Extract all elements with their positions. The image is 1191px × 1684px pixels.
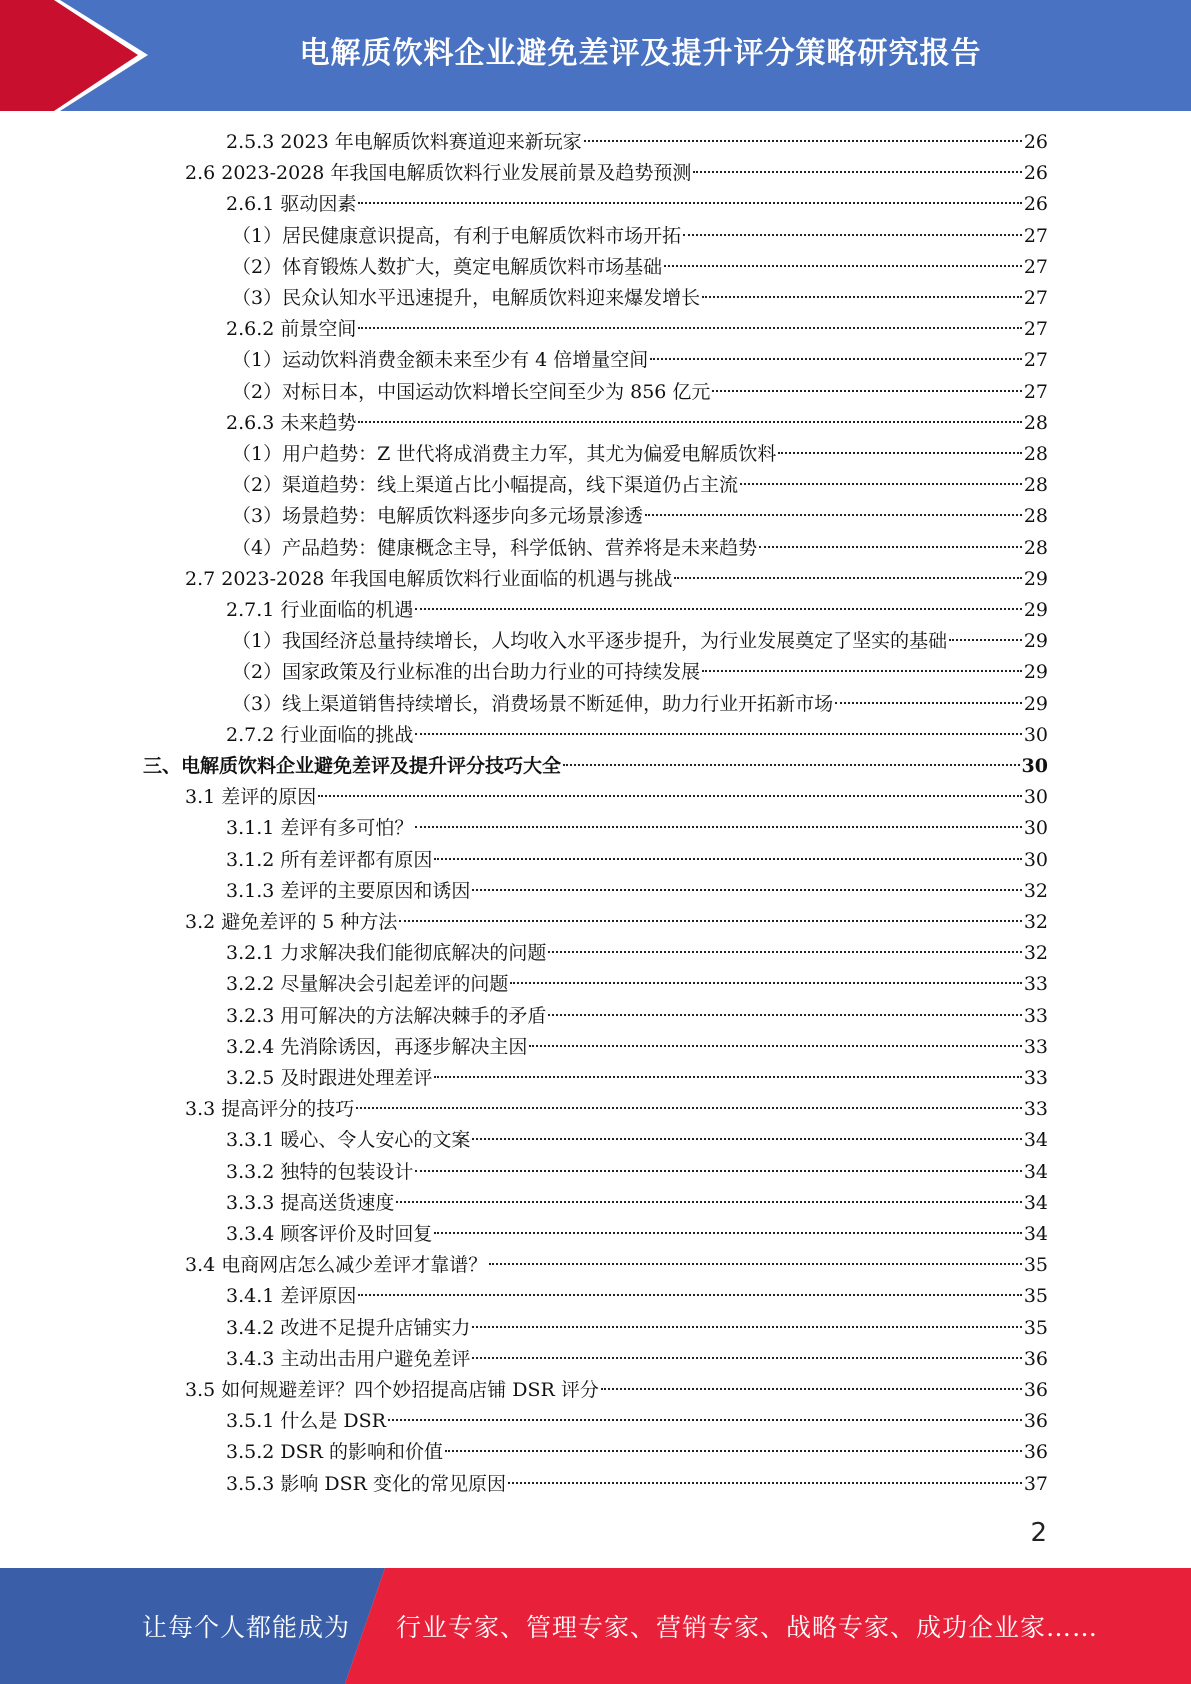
toc-entry[interactable] bbox=[232, 439, 1048, 470]
toc-entry-title: 3.1.3 差评的主要原因和诱因 bbox=[226, 879, 471, 902]
toc-entry-title: 3.1 差评的原因 bbox=[185, 786, 317, 809]
toc-entry[interactable] bbox=[226, 1344, 1048, 1375]
toc-entry-page: 28 bbox=[1023, 474, 1048, 497]
toc-entry[interactable] bbox=[226, 1406, 1048, 1437]
toc-entry-page: 27 bbox=[1023, 318, 1048, 341]
toc-leader-dots bbox=[529, 1045, 1021, 1047]
toc-entry[interactable] bbox=[232, 345, 1048, 376]
toc-leader-dots bbox=[645, 514, 1022, 516]
toc-entry-title: （3）民众认知水平迅速提升，电解质饮料迎来爆发增长 bbox=[232, 287, 701, 309]
toc-leader-dots bbox=[358, 421, 1021, 423]
toc-entry[interactable] bbox=[226, 1469, 1048, 1500]
toc-entry[interactable] bbox=[226, 969, 1048, 1000]
toc-entry[interactable] bbox=[232, 283, 1048, 314]
toc-leader-dots bbox=[548, 1014, 1021, 1016]
toc-entry-title: 3.2.1 力求解决我们能彻底解决的问题 bbox=[226, 942, 547, 965]
toc-leader-dots bbox=[664, 265, 1022, 267]
toc-leader-dots bbox=[949, 639, 1022, 641]
toc-entry[interactable] bbox=[232, 252, 1048, 283]
toc-entry-title: 3.3.3 提高送货速度 bbox=[226, 1191, 395, 1214]
toc-entry[interactable] bbox=[226, 595, 1048, 626]
toc-entry[interactable] bbox=[226, 938, 1048, 969]
toc-entry[interactable] bbox=[226, 1313, 1048, 1344]
toc-entry-page: 36 bbox=[1023, 1441, 1048, 1464]
toc-leader-dots bbox=[508, 1482, 1022, 1484]
toc-entry[interactable] bbox=[226, 1001, 1048, 1032]
toc-entry-title: 2.6.1 驱动因素 bbox=[226, 193, 357, 216]
toc-leader-dots bbox=[318, 795, 1022, 797]
toc-entry-page: 32 bbox=[1023, 879, 1048, 902]
toc-entry-page: 34 bbox=[1023, 1129, 1048, 1152]
toc-leader-dots bbox=[445, 1450, 1022, 1452]
toc-entry-title: 3.4.1 差评原因 bbox=[226, 1285, 357, 1308]
toc-entry-page: 34 bbox=[1023, 1160, 1048, 1183]
toc-entry-title: 2.5.3 2023 年电解质饮料赛道迎来新玩家 bbox=[226, 131, 582, 153]
toc-entry-page: 28 bbox=[1023, 505, 1048, 528]
toc-entry-title: （4）产品趋势：健康概念主导，科学低钠、营养将是未来趋势 bbox=[232, 536, 758, 559]
toc-leader-dots bbox=[702, 296, 1022, 298]
toc-entry[interactable] bbox=[226, 720, 1048, 751]
toc-leader-dots bbox=[510, 982, 1021, 984]
toc-entry-title: （2）渠道趋势：线上渠道占比小幅提高，线下渠道仍占主流 bbox=[232, 474, 739, 497]
toc-entry-page: 35 bbox=[1023, 1285, 1048, 1308]
toc-entry-page: 29 bbox=[1023, 661, 1048, 684]
toc-entry-title: 2.7.2 行业面临的挑战 bbox=[226, 723, 414, 746]
toc-leader-dots bbox=[778, 452, 1021, 454]
toc-entry-title: （1）居民健康意识提高，有利于电解质饮料市场开拓 bbox=[232, 224, 682, 247]
toc-entry-page: 27 bbox=[1023, 380, 1048, 403]
toc-leader-dots bbox=[399, 920, 1021, 922]
toc-entry-page: 29 bbox=[1023, 567, 1048, 590]
toc-entry-page: 29 bbox=[1023, 630, 1048, 653]
toc-entry[interactable] bbox=[226, 1125, 1048, 1156]
toc-entry-page: 27 bbox=[1023, 287, 1048, 309]
toc-leader-dots bbox=[674, 577, 1021, 579]
toc-leader-dots bbox=[650, 358, 1022, 360]
toc-entry-page: 28 bbox=[1023, 411, 1048, 434]
footer-slogan-left: 让每个人都能成为 bbox=[142, 1613, 351, 1642]
toc-entry-page: 32 bbox=[1023, 911, 1048, 933]
toc-entry-title: 3.5.1 什么是 DSR bbox=[226, 1410, 386, 1433]
toc-entry-title: （2）对标日本，中国运动饮料增长空间至少为 856 亿元 bbox=[232, 380, 711, 403]
toc-entry-title: 3.2.5 及时跟进处理差评 bbox=[226, 1067, 433, 1089]
toc-entry-title: 2.6.2 前景空间 bbox=[226, 318, 357, 341]
toc-leader-dots bbox=[712, 390, 1021, 392]
toc-entry-title: （1）我国经济总量持续增长，人均收入水平逐步提升，为行业发展奠定了坚实的基础 bbox=[232, 630, 948, 653]
toc-leader-dots bbox=[415, 826, 1021, 828]
toc-leader-dots bbox=[683, 234, 1022, 236]
toc-entry-title: （3）线上渠道销售持续增长，消费场景不断延伸，助力行业开拓新市场 bbox=[232, 692, 834, 715]
toc-entry-page: 33 bbox=[1023, 1098, 1048, 1121]
toc-entry-title: （2）国家政策及行业标准的出台助力行业的可持续发展 bbox=[232, 661, 701, 684]
toc-entry[interactable] bbox=[226, 408, 1048, 439]
toc-entry-page: 32 bbox=[1023, 942, 1048, 965]
toc-entry[interactable] bbox=[226, 127, 1048, 158]
toc-entry-title: （1）运动饮料消费金额未来至少有 4 倍增量空间 bbox=[232, 349, 649, 372]
toc-entry-page: 37 bbox=[1023, 1472, 1048, 1495]
toc-leader-dots bbox=[740, 483, 1022, 485]
toc-entry[interactable] bbox=[226, 813, 1048, 844]
toc-leader-dots bbox=[434, 1076, 1021, 1078]
toc-leader-dots bbox=[358, 202, 1021, 204]
toc-entry-title: 3.5.2 DSR 的影响和价值 bbox=[226, 1441, 443, 1464]
toc-entry[interactable] bbox=[185, 1375, 1048, 1406]
toc-entry[interactable] bbox=[232, 626, 1048, 657]
toc-entry[interactable] bbox=[226, 845, 1048, 876]
toc-leader-dots bbox=[358, 327, 1021, 329]
toc-entry-title: 3.4.2 改进不足提升店铺实力 bbox=[226, 1316, 471, 1339]
toc-entry-page: 26 bbox=[1023, 193, 1048, 216]
toc-entry[interactable] bbox=[226, 1281, 1048, 1312]
toc-leader-dots bbox=[472, 1357, 1021, 1359]
toc-leader-dots bbox=[434, 1232, 1021, 1234]
toc-entry-page: 30 bbox=[1021, 755, 1048, 777]
toc-leader-dots bbox=[702, 670, 1022, 672]
toc-entry[interactable] bbox=[143, 751, 1048, 782]
toc-entry-title: 三、电解质饮料企业避免差评及提升评分技巧大全 bbox=[143, 755, 562, 777]
toc-leader-dots bbox=[489, 1263, 1022, 1265]
toc-leader-dots bbox=[415, 733, 1021, 735]
toc-entry-page: 26 bbox=[1023, 131, 1048, 153]
toc-entry[interactable] bbox=[185, 782, 1048, 813]
toc-entry-title: 2.7 2023-2028 年我国电解质饮料行业面临的机遇与挑战 bbox=[185, 567, 673, 590]
toc-entry-page: 33 bbox=[1023, 973, 1048, 996]
toc-entry-page: 30 bbox=[1023, 848, 1048, 871]
toc-entry-title: （2）体育锻炼人数扩大，奠定电解质饮料市场基础 bbox=[232, 255, 663, 278]
toc-entry-title: 2.6 2023-2028 年我国电解质饮料行业发展前景及趋势预测 bbox=[185, 162, 692, 185]
toc-entry[interactable] bbox=[226, 1032, 1048, 1063]
toc-entry-title: 3.3 提高评分的技巧 bbox=[185, 1098, 355, 1121]
toc-entry-page: 33 bbox=[1023, 1067, 1048, 1089]
toc-leader-dots bbox=[584, 140, 1022, 142]
toc-entry[interactable] bbox=[226, 189, 1048, 220]
toc-entry-title: 3.3.2 独特的包装设计 bbox=[226, 1160, 414, 1183]
toc-entry-page: 36 bbox=[1023, 1347, 1048, 1370]
toc-entry-title: 3.4 电商网店怎么减少差评才靠谱？ bbox=[185, 1254, 488, 1277]
toc-entry-page: 34 bbox=[1023, 1223, 1048, 1245]
toc-entry-title: 3.1.1 差评有多可怕？ bbox=[226, 817, 414, 840]
toc-entry-page: 30 bbox=[1023, 723, 1048, 746]
toc-entry-title: 3.5 如何规避差评？四个妙招提高店铺 DSR 评分 bbox=[185, 1379, 599, 1401]
toc-entry-title: 2.6.3 未来趋势 bbox=[226, 411, 357, 434]
toc-entry[interactable] bbox=[232, 657, 1048, 688]
toc-entry-title: 3.5.3 影响 DSR 变化的常见原因 bbox=[226, 1472, 507, 1495]
toc-entry[interactable] bbox=[232, 501, 1048, 532]
toc-entry-page: 36 bbox=[1023, 1379, 1048, 1401]
toc-entry-title: 3.2 避免差评的 5 种方法 bbox=[185, 911, 398, 933]
toc-entry-page: 28 bbox=[1023, 443, 1048, 465]
header-chevron-icon bbox=[0, 0, 160, 111]
toc-entry-title: （3）场景趋势：电解质饮料逐步向多元场景渗透 bbox=[232, 505, 644, 528]
toc-entry-title: 3.3.1 暖心、令人安心的文案 bbox=[226, 1129, 471, 1152]
toc-entry[interactable] bbox=[232, 470, 1048, 501]
toc-entry-page: 33 bbox=[1023, 1004, 1048, 1027]
toc-entry-title: 3.2.3 用可解决的方法解决棘手的矛盾 bbox=[226, 1004, 547, 1027]
toc-leader-dots bbox=[356, 1107, 1022, 1109]
toc-leader-dots bbox=[835, 702, 1022, 704]
footer-slogan-right: 行业专家、管理专家、营销专家、战略专家、成功企业家…… bbox=[396, 1613, 1099, 1642]
toc-leader-dots bbox=[396, 1201, 1021, 1203]
toc-entry[interactable] bbox=[232, 689, 1048, 720]
toc-entry[interactable] bbox=[185, 907, 1048, 938]
toc-entry[interactable] bbox=[185, 564, 1048, 595]
toc-entry-title: 3.4.3 主动出击用户避免差评 bbox=[226, 1347, 471, 1370]
toc-entry-page: 26 bbox=[1023, 162, 1048, 185]
toc-leader-dots bbox=[472, 889, 1021, 891]
toc-entry[interactable] bbox=[226, 876, 1048, 907]
toc-entry-title: 3.2.2 尽量解决会引起差评的问题 bbox=[226, 973, 509, 996]
toc-entry-page: 34 bbox=[1023, 1191, 1048, 1214]
toc-entry[interactable] bbox=[185, 1250, 1048, 1281]
toc-entry-page: 29 bbox=[1023, 692, 1048, 715]
toc-leader-dots bbox=[472, 1138, 1021, 1140]
toc-leader-dots bbox=[434, 858, 1021, 860]
report-title: 电解质饮料企业避免差评及提升评分策略研究报告 bbox=[299, 36, 982, 71]
toc-leader-dots bbox=[358, 1294, 1021, 1296]
toc-entry-title: （1）用户趋势：Z 世代将成消费主力军，其尤为偏爱电解质饮料 bbox=[232, 443, 777, 465]
toc-leader-dots bbox=[472, 1326, 1021, 1328]
page-number: 2 bbox=[1030, 1518, 1047, 1548]
toc-entry[interactable] bbox=[226, 1437, 1048, 1468]
toc-entry-page: 35 bbox=[1023, 1254, 1048, 1277]
toc-leader-dots bbox=[563, 764, 1020, 766]
toc-entry[interactable] bbox=[226, 1219, 1048, 1250]
toc-leader-dots bbox=[415, 1170, 1021, 1172]
toc-entry-title: 3.2.4 先消除诱因，再逐步解决主因 bbox=[226, 1035, 528, 1058]
toc-leader-dots bbox=[388, 1419, 1022, 1421]
toc-entry[interactable] bbox=[232, 533, 1048, 564]
toc-entry[interactable] bbox=[185, 158, 1048, 189]
page-header bbox=[0, 0, 1191, 111]
toc-entry-page: 33 bbox=[1023, 1035, 1048, 1058]
toc-entry-page: 30 bbox=[1023, 817, 1048, 840]
toc-entry-page: 36 bbox=[1023, 1410, 1048, 1433]
toc-entry[interactable] bbox=[226, 1188, 1048, 1219]
toc-entry-page: 29 bbox=[1023, 599, 1048, 621]
toc-entry[interactable] bbox=[226, 1157, 1048, 1188]
toc-entry-page: 27 bbox=[1023, 224, 1048, 247]
toc-entry-page: 35 bbox=[1023, 1316, 1048, 1339]
toc-entry-page: 30 bbox=[1023, 786, 1048, 809]
toc-leader-dots bbox=[759, 546, 1022, 548]
toc-entry-page: 28 bbox=[1023, 536, 1048, 559]
toc-entry[interactable] bbox=[226, 314, 1048, 345]
toc-entry[interactable] bbox=[226, 1063, 1048, 1094]
toc-leader-dots bbox=[415, 608, 1021, 610]
toc-entry[interactable] bbox=[232, 377, 1048, 408]
toc-entry-title: 3.1.2 所有差评都有原因 bbox=[226, 848, 433, 871]
toc-entry-title: 2.7.1 行业面临的机遇 bbox=[226, 599, 414, 621]
toc-leader-dots bbox=[548, 951, 1021, 953]
toc-entry-page: 27 bbox=[1023, 349, 1048, 372]
toc-entry-title: 3.3.4 顾客评价及时回复 bbox=[226, 1223, 433, 1245]
page-footer bbox=[0, 1568, 1191, 1684]
toc-entry[interactable] bbox=[232, 221, 1048, 252]
toc-entry-page: 27 bbox=[1023, 255, 1048, 278]
toc-leader-dots bbox=[601, 1388, 1022, 1390]
toc-entry[interactable] bbox=[185, 1094, 1048, 1125]
toc-leader-dots bbox=[693, 171, 1021, 173]
